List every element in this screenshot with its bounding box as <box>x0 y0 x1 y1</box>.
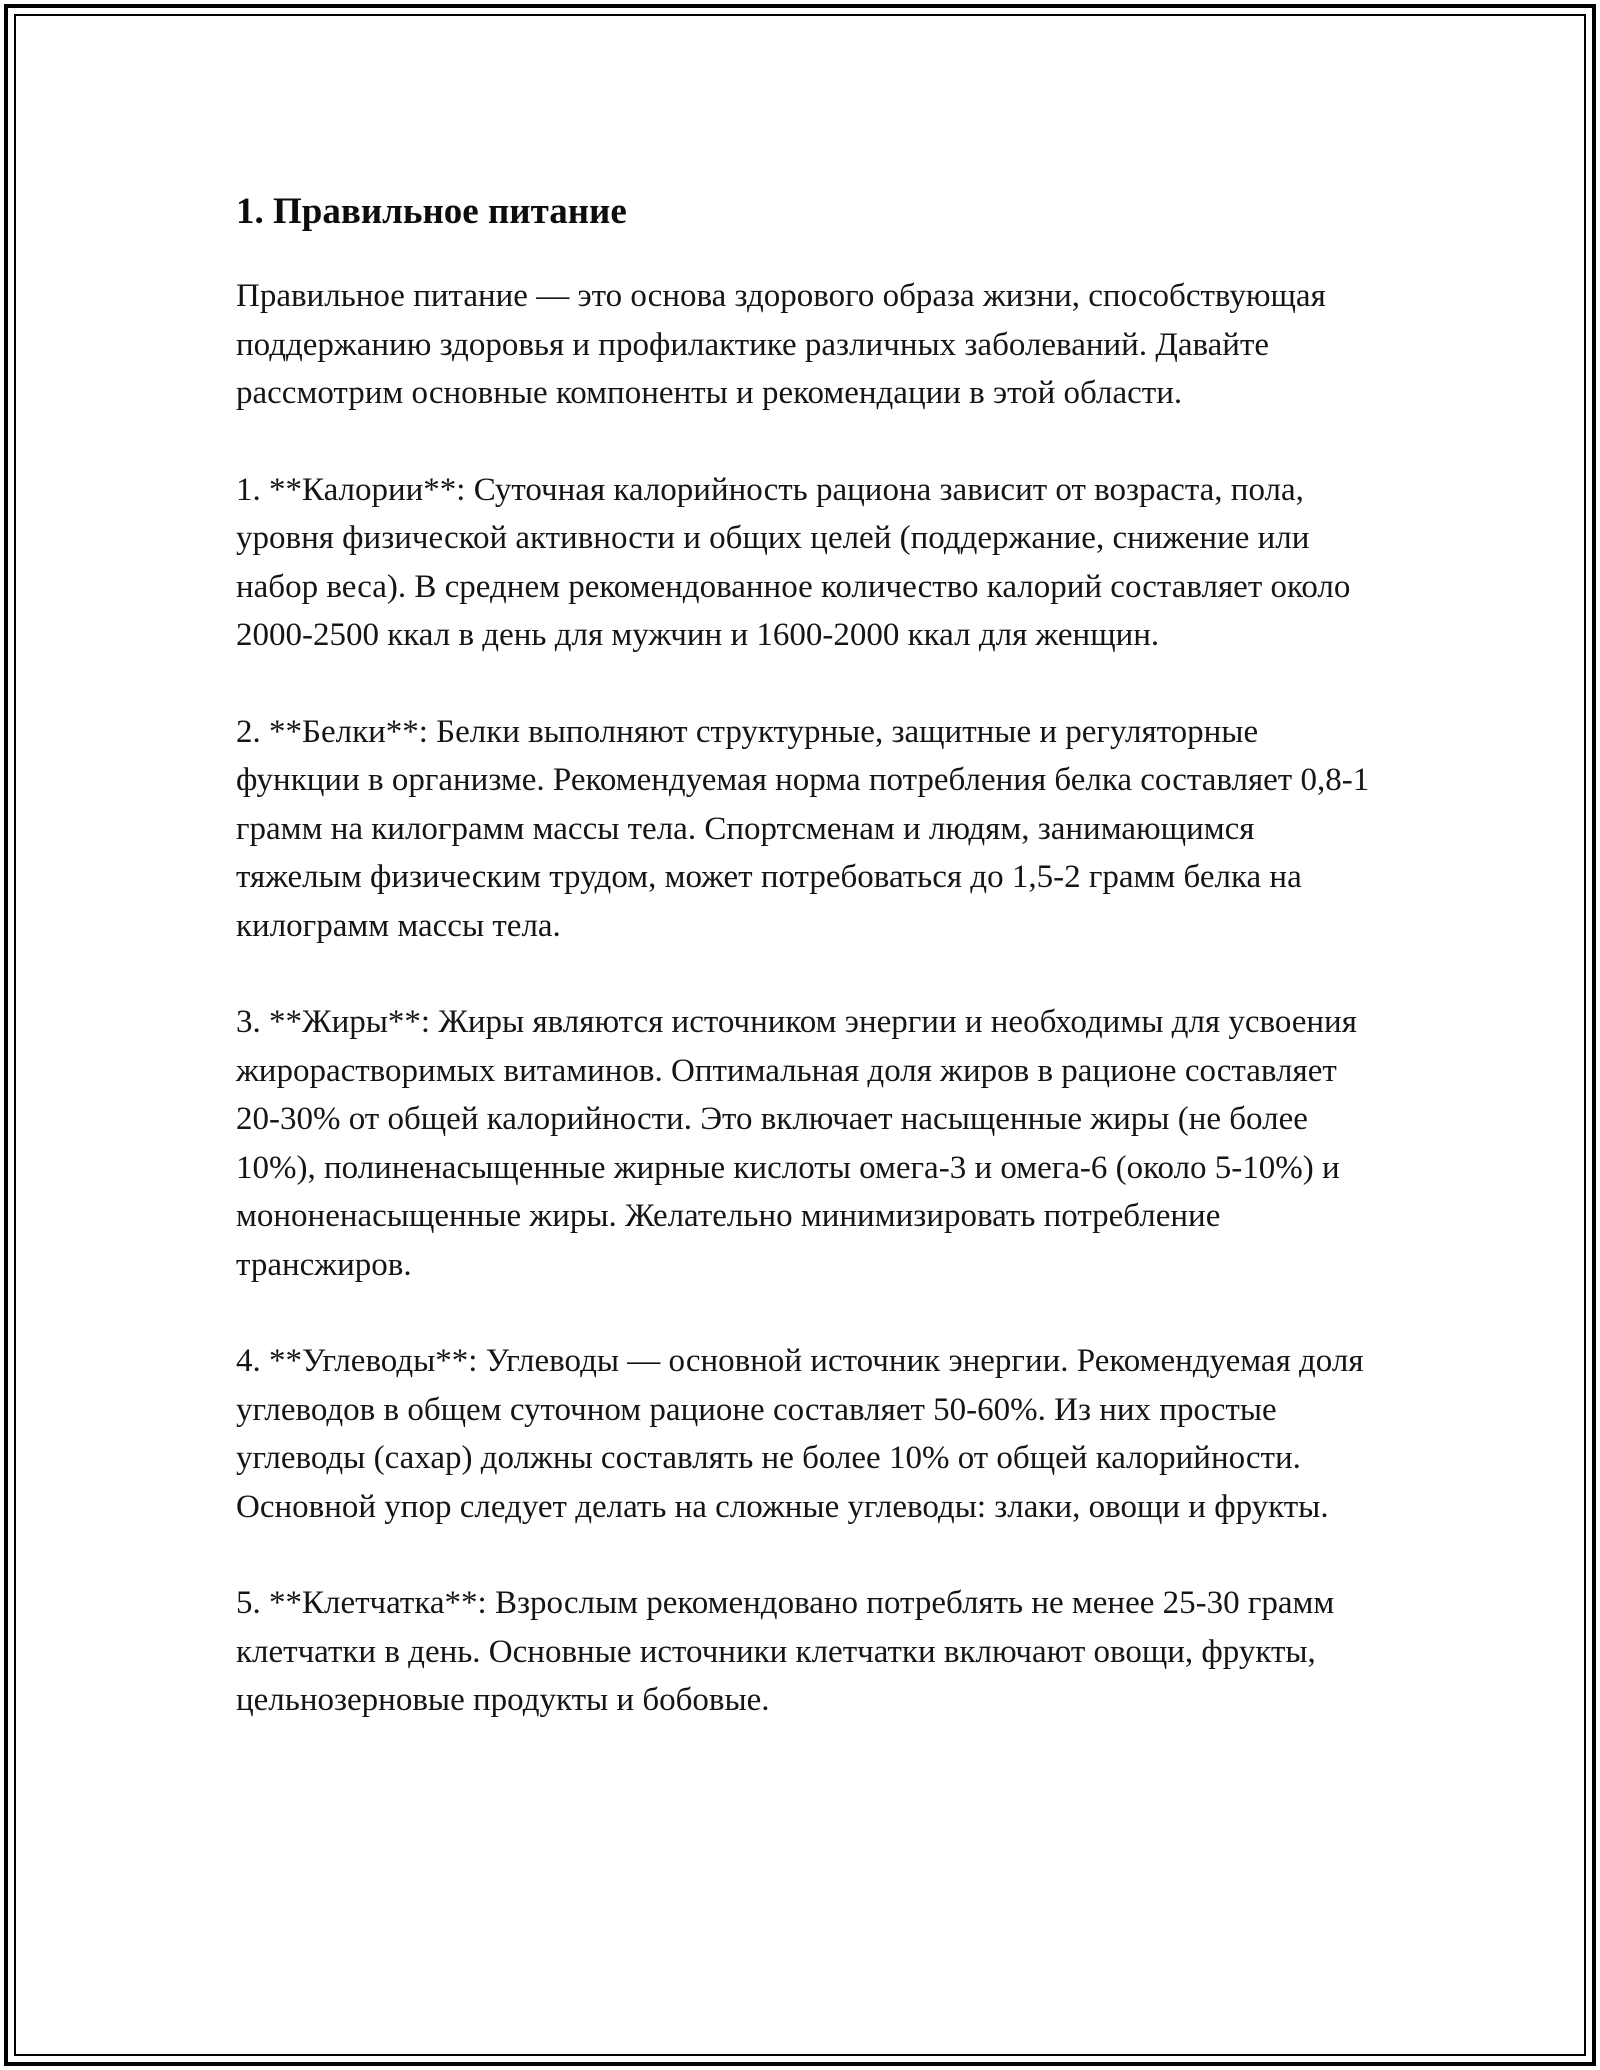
fats-paragraph: 3. **Жиры**: Жиры являются источником энергии и необходимы для усвоения жирорастворимых витаминов. Оптимальная доля жиров в рационе составляет 20-30% от общей калорийности. Это включает насыщенные жиры (не более 10%), полиненасыщенные жирные кислоты омега-3 и омега-6 (около 5-10%) и мононенасыщенные жиры. Желательно минимизировать потребление трансжиров. <box>236 1004 1357 1283</box>
calories-paragraph: 1. **Калории**: Суточная калорийность рациона зависит от возраста, пола, уровня физической активности и общих целей (поддержание, снижение или набор веса). В среднем рекомендованное количество калорий составляет около 2000-2500 ккал в день для мужчин и 1600-2000 ккал для женщин. <box>236 471 1351 653</box>
intro-paragraph: Правильное питание — это основа здорового образа жизни, способствующая поддержанию здоровья и профилактике различных заболеваний. Давайте рассмотрим основные компоненты и рекомендации в этой области. <box>236 278 1326 411</box>
document-body <box>236 186 1376 1773</box>
proteins-paragraph: 2. **Белки**: Белки выполняют структурные, защитные и регуляторные функции в организме. Рекомендуемая норма потребления белка составляет 0,8-1 грамм на килограмм массы тела. Спортсменам и людям, занимающимся тяжелым физическим трудом, может потребоваться до 1,5-2 грамм белка на килограмм массы тела. <box>236 713 1370 944</box>
fiber-paragraph: 5. **Клетчатка**: Взрослым рекомендовано потреблять не менее 25-30 грамм клетчатки в день. Основные источники клетчатки включают овощи, фрукты, цельнозерновые продукты и бобовые. <box>236 1585 1335 1718</box>
section-heading: 1. Правильное питание <box>236 191 627 232</box>
carbohydrates-paragraph: 4. **Углеводы**: Углеводы — основной источник энергии. Рекомендуемая доля углеводов в общем суточном рационе составляет 50-60%. Из них простые углеводы (сахар) должны составлять не более 10% от общей калорийности. Основной упор следует делать на сложные углеводы: злаки, овощи и фрукты. <box>236 1343 1364 1525</box>
